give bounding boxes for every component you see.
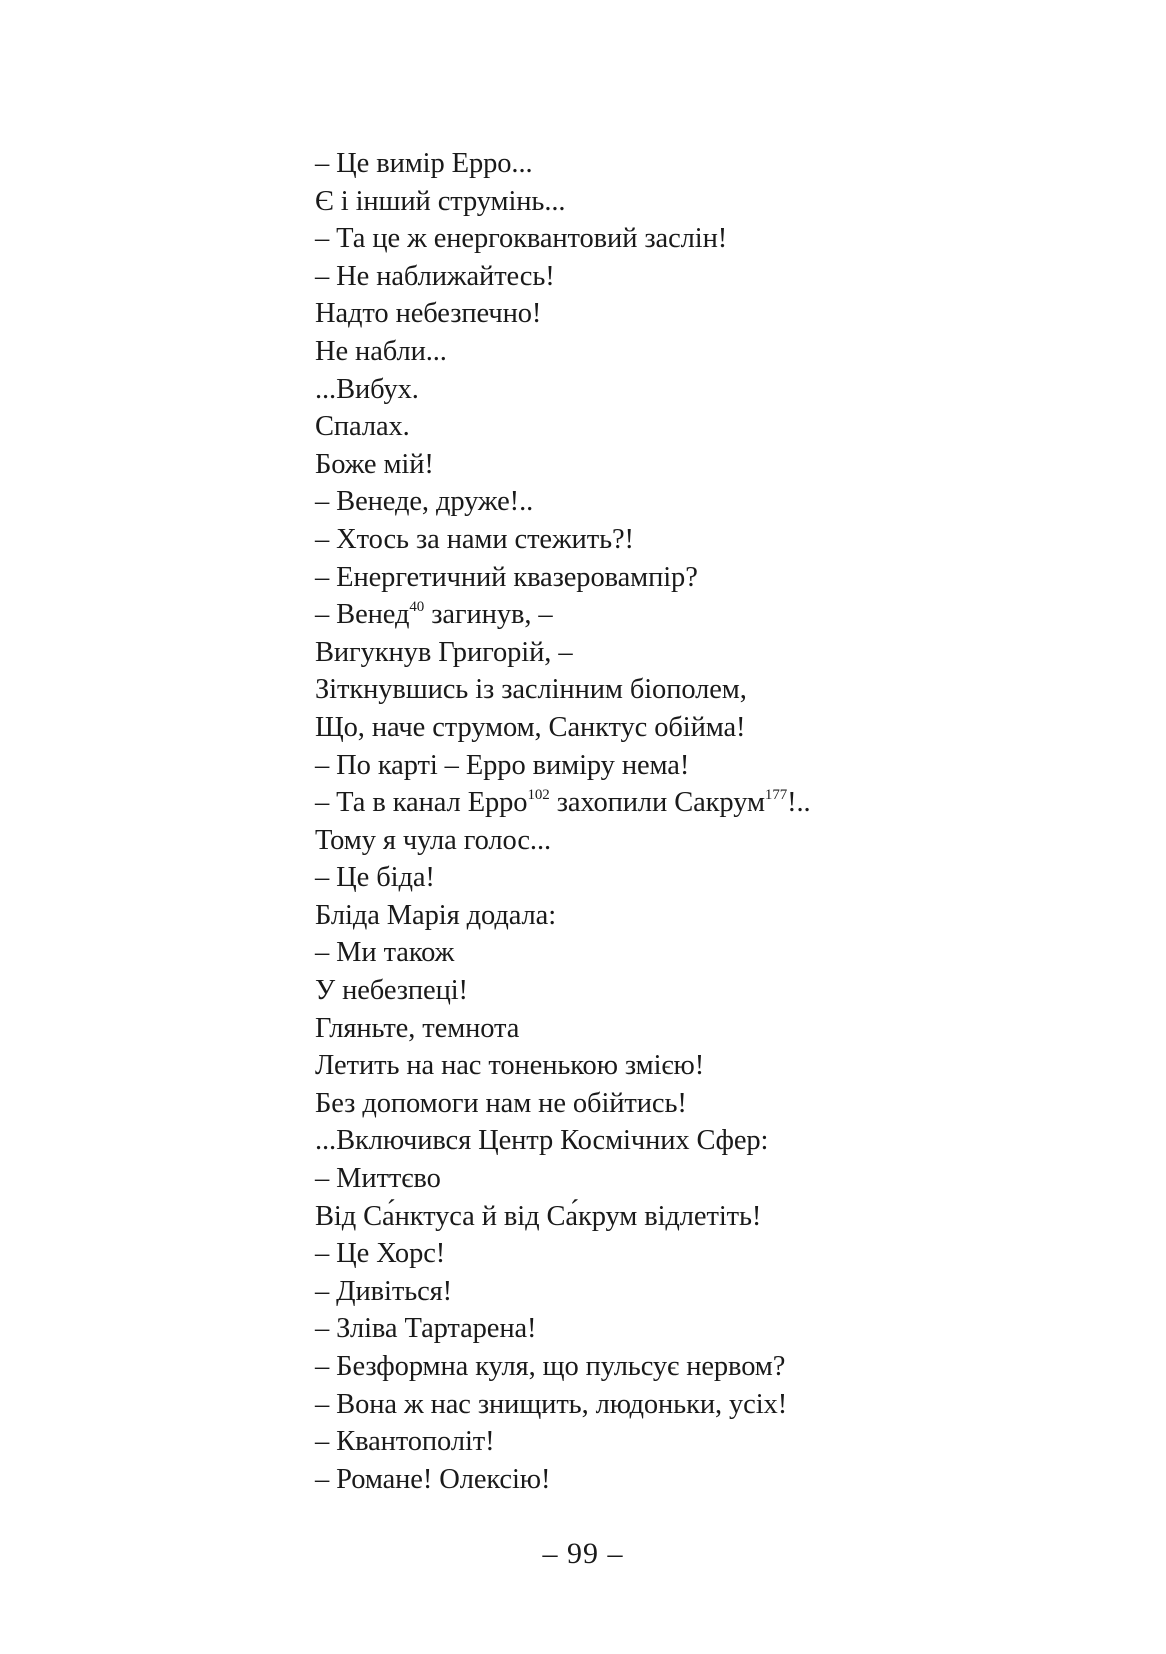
text-segment: – Романе! Олексію! bbox=[315, 1463, 551, 1495]
text-segment: – Дивіться! bbox=[315, 1275, 453, 1307]
text-line bbox=[315, 145, 1075, 183]
text-segment: – Це Хорс! bbox=[315, 1238, 446, 1270]
text-segment: – Та в канал Ерро bbox=[315, 787, 528, 819]
text-line bbox=[315, 934, 1075, 972]
text-segment: Зіткнувшись із заслінним біополем, bbox=[315, 674, 747, 706]
text-segment: Тому я чула голос... bbox=[315, 824, 552, 856]
text-line bbox=[315, 559, 1075, 597]
text-segment: – По карті – Ерро виміру нема! bbox=[315, 749, 690, 781]
text-line bbox=[315, 1122, 1075, 1160]
text-segment: – Та це ж енергоквантовий заслін! bbox=[315, 223, 728, 255]
text-segment: У небезпеці! bbox=[315, 975, 468, 1007]
footnote-marker: 177 bbox=[764, 786, 788, 803]
text-segment: – Ми також bbox=[315, 937, 455, 969]
text-line bbox=[315, 220, 1075, 258]
text-line bbox=[315, 333, 1075, 371]
text-line bbox=[315, 1310, 1075, 1348]
text-segment: – Не наближайтесь! bbox=[315, 260, 555, 292]
text-segment: – Квантополіт! bbox=[315, 1426, 495, 1458]
text-line bbox=[315, 1348, 1075, 1386]
text-line bbox=[315, 596, 1075, 634]
text-segment: – Миттєво bbox=[315, 1163, 441, 1195]
text-segment: – Хтось за нами стежить?! bbox=[315, 523, 634, 555]
text-line bbox=[315, 709, 1075, 747]
text-segment: Від Са́нктуса й від Са́крум відлетіть! bbox=[315, 1200, 762, 1232]
text-line bbox=[315, 784, 1075, 822]
text-segment: Надто небезпечно! bbox=[315, 298, 542, 330]
footnote-marker: 102 bbox=[527, 786, 550, 803]
text-line bbox=[315, 1235, 1075, 1273]
text-line bbox=[315, 1386, 1075, 1424]
text-segment: – Енергетичний квазеровампір? bbox=[315, 561, 698, 593]
text-line bbox=[315, 859, 1075, 897]
text-segment: ...Вибух. bbox=[315, 373, 419, 405]
text-line bbox=[315, 1047, 1075, 1085]
text-segment: ...Включився Центр Космічних Сфер: bbox=[315, 1125, 769, 1157]
text-line bbox=[315, 1461, 1075, 1499]
text-segment: Без допомоги нам не обійтись! bbox=[315, 1087, 687, 1119]
text-segment: Летить на нас тоненькою змією! bbox=[315, 1050, 705, 1082]
text-line bbox=[315, 258, 1075, 296]
text-line bbox=[315, 371, 1075, 409]
text-line bbox=[315, 747, 1075, 785]
text-segment: – Це вимір Ерро... bbox=[315, 148, 533, 179]
text-segment: – Вона ж нас знищить, людоньки, усіх! bbox=[315, 1388, 788, 1420]
text-segment: захопили Сакрум bbox=[549, 787, 765, 819]
text-segment: Спалах. bbox=[315, 411, 410, 443]
text-segment: – Це біда! bbox=[315, 862, 435, 894]
text-line bbox=[315, 822, 1075, 860]
text-line bbox=[315, 671, 1075, 709]
poem-text-block bbox=[315, 145, 1075, 1498]
text-line bbox=[315, 972, 1075, 1010]
text-line bbox=[315, 183, 1075, 221]
text-line bbox=[315, 408, 1075, 446]
text-segment: – Безформна куля, що пульсує нервом? bbox=[315, 1351, 786, 1382]
text-segment: загинув, – bbox=[424, 599, 553, 631]
text-segment: – Венеде, друже!.. bbox=[315, 486, 534, 518]
text-segment: Вигукнув Григорій, – bbox=[315, 636, 573, 668]
text-segment: !.. bbox=[787, 787, 811, 819]
text-line bbox=[315, 897, 1075, 935]
text-line bbox=[315, 634, 1075, 672]
text-line bbox=[315, 521, 1075, 559]
text-segment: Бліда Марія додала: bbox=[315, 899, 557, 931]
text-line bbox=[315, 483, 1075, 521]
text-segment: – Венед bbox=[315, 599, 410, 631]
text-line bbox=[315, 1010, 1075, 1048]
text-segment: Що, наче струмом, Санктус обійма! bbox=[315, 711, 746, 743]
text-segment: Боже мій! bbox=[315, 448, 434, 480]
page-number: – 99 – bbox=[542, 1537, 624, 1570]
text-line bbox=[315, 295, 1075, 333]
text-line bbox=[315, 1273, 1075, 1311]
text-line bbox=[315, 1423, 1075, 1461]
text-line bbox=[315, 446, 1075, 484]
text-line bbox=[315, 1198, 1075, 1236]
text-segment: Не набли... bbox=[315, 335, 447, 367]
text-segment: – Зліва Тартарена! bbox=[315, 1313, 537, 1345]
text-line bbox=[315, 1085, 1075, 1123]
text-line bbox=[315, 1160, 1075, 1198]
text-segment: Є і інший струмінь... bbox=[315, 185, 566, 217]
text-segment: Гляньте, темнота bbox=[315, 1012, 520, 1044]
footnote-marker: 40 bbox=[409, 598, 425, 615]
